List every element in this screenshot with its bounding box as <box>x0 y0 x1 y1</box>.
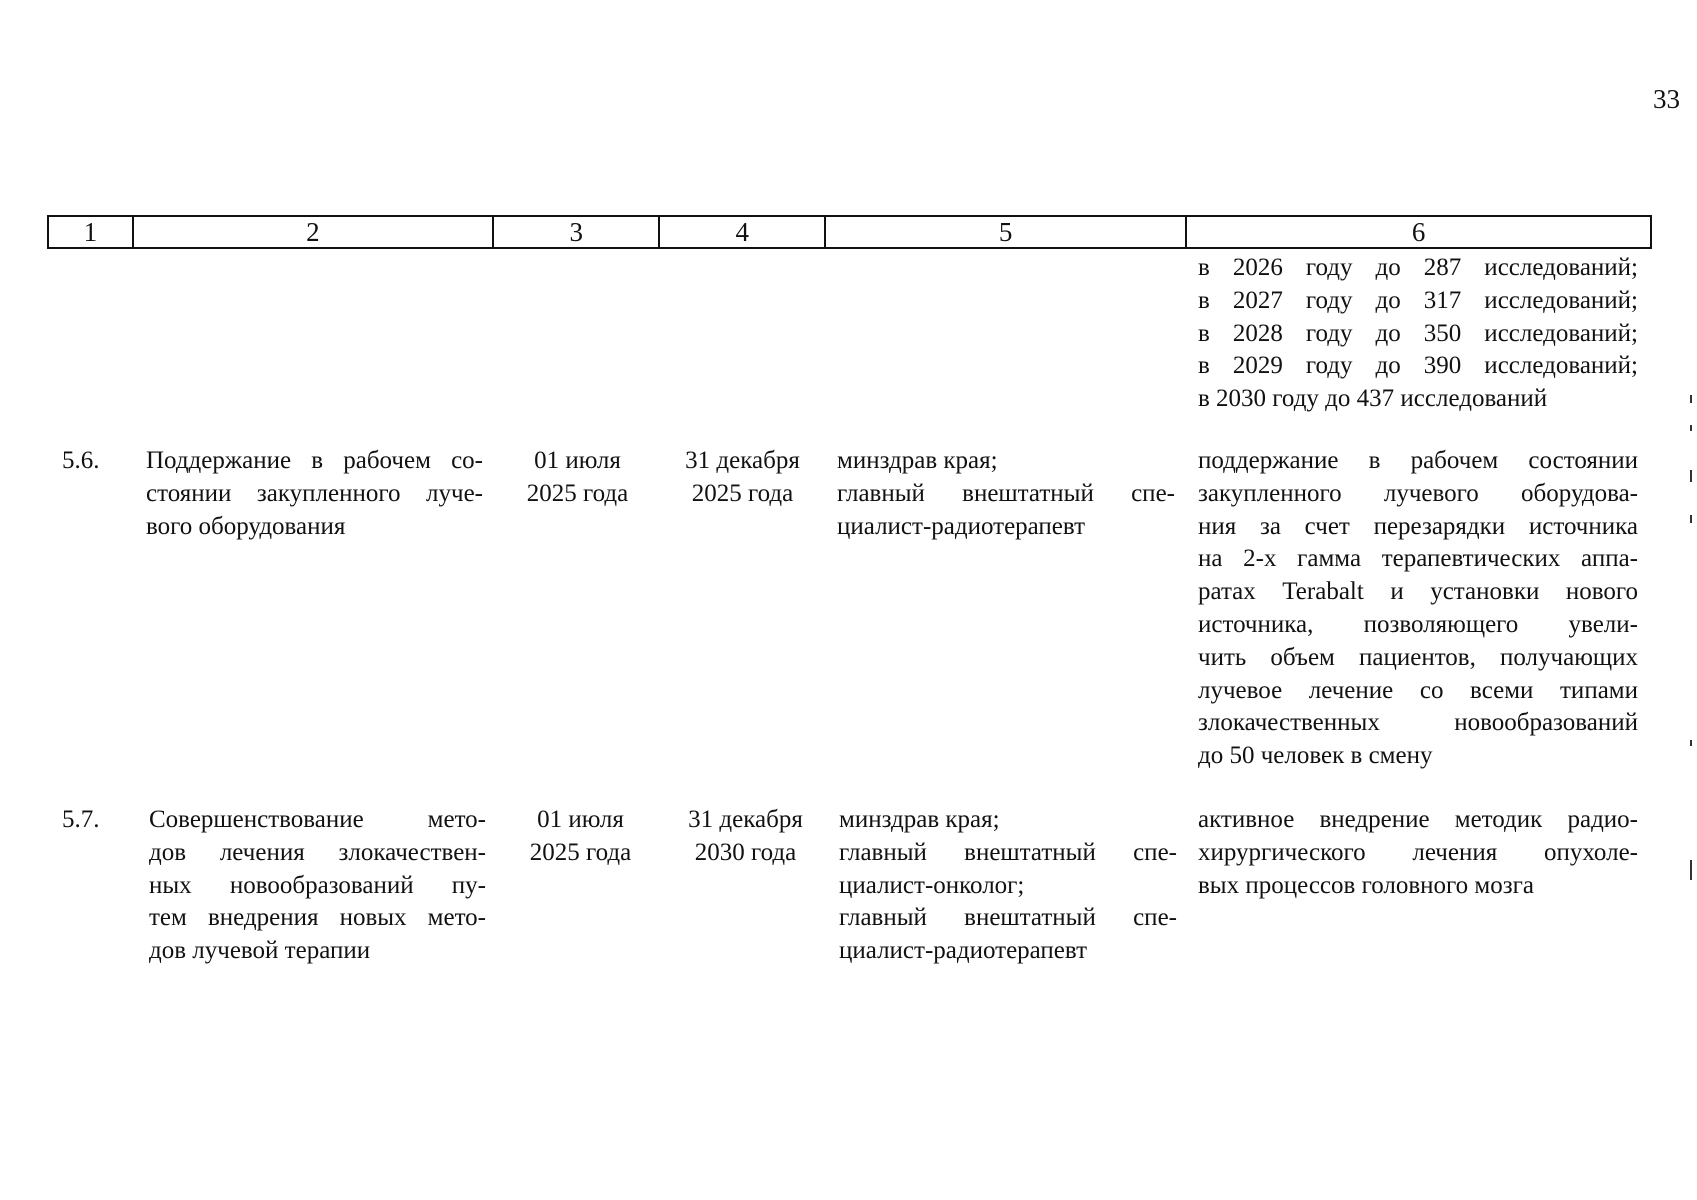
text-line: ратах Terabalt и установки нового <box>1198 578 1638 606</box>
text-line: лучевое лечение со всеми типами <box>1198 676 1638 704</box>
text-line: дов лучевой терапии <box>149 937 371 965</box>
text-line: главный внештатный спе- <box>839 904 1177 932</box>
text-line: злокачественных новообразований <box>1198 709 1638 737</box>
text-line: 2025 года <box>691 479 794 507</box>
text-line: 31 декабря <box>688 806 803 833</box>
start-date <box>500 445 655 511</box>
header-cell-6: 6 <box>1411 216 1426 247</box>
scan-mark <box>1690 425 1692 431</box>
text-line: 31 декабря <box>685 447 800 474</box>
text-line: хирургического лечения опухоле- <box>1198 838 1638 866</box>
text-line: в 2027 году до 317 исследований; <box>1198 286 1638 314</box>
text-line: 5.7. <box>62 806 100 833</box>
text-line: минздрав края; <box>837 447 998 474</box>
continuation-col6 <box>1198 252 1638 416</box>
row-number <box>62 804 122 837</box>
text-line: Совершенствование мето- <box>149 806 486 833</box>
text-line: 2025 года <box>526 479 629 507</box>
text-line: дов лечения злокачествен- <box>149 838 486 866</box>
text-line: Поддержание в рабочем со- <box>146 447 483 474</box>
text-line: активное внедрение методик радио- <box>1198 806 1638 833</box>
text-line: в 2026 году до 287 исследований; <box>1198 254 1638 281</box>
end-date <box>668 804 823 870</box>
scan-mark <box>1690 740 1692 746</box>
header-cell-4: 4 <box>660 217 826 247</box>
text-line: в 2028 году до 350 исследований; <box>1198 319 1638 347</box>
responsible-party <box>837 445 1175 543</box>
expected-result <box>1198 804 1638 902</box>
header-cell-1: 1 <box>49 217 134 247</box>
text-line: вых процессов головного мозга <box>1198 871 1534 899</box>
text-line: 2025 года <box>529 838 632 866</box>
text-line: 5.6. <box>62 447 100 474</box>
text-line: вого оборудования <box>146 512 346 540</box>
text-line: циалист-радиотерапевт <box>837 512 1086 540</box>
text-line: циалист-онколог; <box>839 871 1025 899</box>
text-line: стоянии закупленного луче- <box>146 479 483 507</box>
header-cell-5: 5 <box>826 217 1187 247</box>
scan-mark <box>1690 470 1692 482</box>
text-line: чить объем пациентов, получающих <box>1198 643 1638 671</box>
scan-mark <box>1690 395 1692 403</box>
page-number: 33 <box>1653 84 1680 114</box>
scan-mark <box>1690 860 1692 880</box>
text-line: главный внештатный спе- <box>837 479 1175 507</box>
text-line: в 2030 году до 437 исследований <box>1198 385 1548 413</box>
text-line: 01 июля <box>537 806 624 833</box>
text-line: тем внедрения новых мето- <box>149 904 486 932</box>
text-line: 2030 года <box>694 838 797 866</box>
expected-result <box>1198 445 1638 773</box>
text-line: поддержание в рабочем состоянии <box>1198 447 1638 474</box>
header-cell-2: 2 <box>134 217 494 247</box>
text-line: на 2-х гамма терапевтических аппа- <box>1198 545 1638 573</box>
end-date <box>665 445 820 511</box>
text-line: 01 июля <box>534 447 621 474</box>
scan-mark <box>1690 515 1692 523</box>
table-header-row <box>47 215 1652 249</box>
header-cell-3: 3 <box>494 217 661 247</box>
task-description <box>149 804 486 968</box>
text-line: до 50 человек в смену <box>1198 742 1433 770</box>
text-line: закупленного лучевого оборудова- <box>1198 479 1638 507</box>
responsible-party <box>839 804 1177 968</box>
text-line: главный внештатный спе- <box>839 838 1177 866</box>
row-number <box>62 445 122 478</box>
text-line: в 2029 году до 390 исследований; <box>1198 352 1638 380</box>
text-line: минздрав края; <box>839 806 1000 833</box>
start-date <box>503 804 658 870</box>
text-line: циалист-радиотерапевт <box>839 937 1088 965</box>
text-line: ния за счет перезарядки источника <box>1198 512 1638 540</box>
task-description <box>146 445 483 543</box>
text-line: источника, позволяющего увели- <box>1198 610 1638 638</box>
text-line: ных новообразований пу- <box>149 871 486 899</box>
